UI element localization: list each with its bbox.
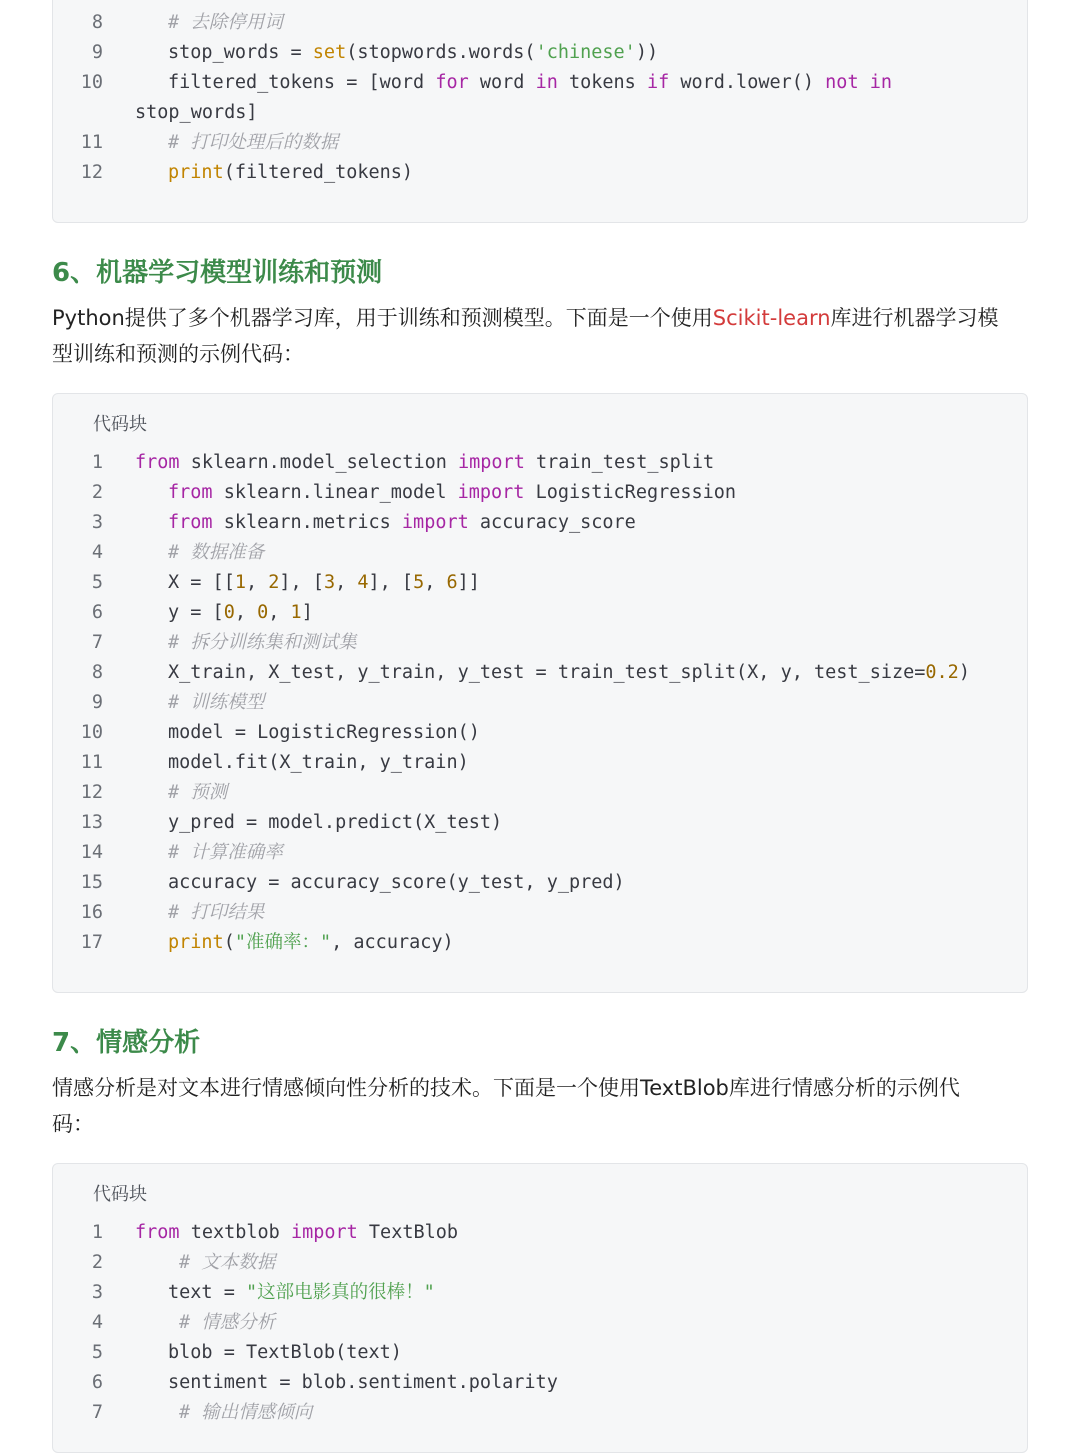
paragraph-text: 库进行机器学习模	[830, 306, 999, 330]
line-number: 9	[91, 42, 103, 63]
code-text	[168, 8, 283, 38]
code-comment: # 拆分训练集和测试集	[168, 632, 357, 653]
code-text	[168, 538, 264, 568]
code-token: , accuracy)	[331, 932, 454, 953]
line-number: 12	[80, 162, 103, 183]
line-number: 4	[91, 542, 103, 563]
code-text	[168, 568, 480, 598]
line-number: 6	[91, 602, 103, 623]
code-token: for	[435, 72, 469, 93]
code-token: textblob	[179, 1222, 291, 1243]
code-block-header: 代码块	[93, 414, 147, 435]
code-block-stopwords	[52, 0, 1028, 223]
code-token: 0.2	[925, 662, 959, 683]
code-token: sentiment = blob.sentiment.polarity	[168, 1372, 558, 1393]
code-token: not	[825, 72, 859, 93]
line-number: 5	[91, 572, 103, 593]
code-token	[859, 72, 870, 93]
code-token: 6	[446, 572, 458, 593]
code-token: 1	[234, 572, 246, 593]
code-line	[53, 478, 1027, 508]
code-line	[53, 38, 1027, 68]
code-line	[53, 628, 1027, 658]
line-number: 7	[91, 632, 103, 653]
code-line	[53, 718, 1027, 748]
code-text	[168, 628, 357, 658]
code-token: model.fit(X_train, y_train)	[168, 752, 469, 773]
code-text	[168, 778, 227, 808]
code-block-textblob	[52, 1163, 1028, 1453]
code-comment: # 训练模型	[168, 692, 265, 713]
code-line	[53, 128, 1027, 158]
code-token: ))	[635, 42, 659, 63]
code-token: in	[535, 72, 558, 93]
code-token: model = LogisticRegression()	[168, 722, 480, 743]
line-number: 5	[91, 1342, 103, 1363]
code-token: stop_words]	[135, 102, 258, 123]
code-line	[53, 158, 1027, 188]
code-comment: # 文本数据	[179, 1252, 276, 1273]
code-token: sklearn.linear_model	[212, 482, 458, 503]
paragraph-text: 型训练和预测的示例代码：	[52, 342, 304, 366]
code-token: y_pred = model.predict(X_test)	[168, 812, 503, 833]
code-line	[53, 448, 1027, 478]
code-token: from	[168, 482, 213, 503]
code-line	[53, 508, 1027, 538]
code-token: ,	[245, 572, 269, 593]
line-number: 10	[80, 72, 103, 93]
code-text	[135, 1218, 458, 1248]
line-number: 12	[80, 782, 103, 803]
code-text	[168, 748, 469, 778]
line-number: 9	[91, 692, 103, 713]
code-token: import	[401, 512, 469, 533]
code-token: ,	[234, 602, 258, 623]
code-token: X = [[	[168, 572, 235, 593]
code-token: in	[869, 72, 893, 93]
code-comment: # 计算准确率	[168, 842, 283, 863]
line-number: 10	[80, 722, 103, 743]
line-number: 2	[91, 1252, 103, 1273]
paragraph-text: Python提供了多个机器学习库，用于训练和预测模型。下面是一个使用	[52, 306, 713, 330]
code-text	[168, 1368, 558, 1398]
code-text	[168, 838, 283, 868]
code-token: filtered_tokens = [word	[168, 72, 436, 93]
code-line	[53, 928, 1027, 958]
code-text	[168, 38, 658, 68]
code-comment: # 打印处理后的数据	[168, 132, 339, 153]
code-text	[179, 1248, 275, 1278]
code-text	[168, 808, 502, 838]
code-line	[53, 1308, 1027, 1338]
code-text	[168, 658, 970, 688]
code-token: from	[135, 452, 180, 473]
code-text	[168, 128, 338, 158]
code-token: ]]	[457, 572, 480, 593]
code-block-sklearn	[52, 393, 1028, 993]
line-number: 11	[80, 132, 103, 153]
code-token: import	[458, 452, 525, 473]
code-text	[135, 448, 714, 478]
code-token: 3	[323, 572, 336, 593]
code-comment: # 输出情感倾向	[179, 1402, 313, 1423]
scikit-learn-link[interactable]: Scikit-learn	[712, 306, 831, 330]
code-text	[179, 1398, 312, 1428]
code-token: ], [	[279, 572, 324, 593]
code-line	[53, 568, 1027, 598]
code-token: print	[168, 932, 224, 953]
code-token: ], [	[368, 572, 414, 593]
code-token: print	[168, 162, 224, 183]
code-comment: # 预测	[168, 782, 228, 803]
code-text	[168, 868, 625, 898]
code-token: 0	[223, 602, 235, 623]
line-number: 2	[91, 482, 103, 503]
line-number: 3	[91, 512, 103, 533]
code-token: word	[468, 72, 536, 93]
code-token: LogisticRegression	[524, 482, 737, 503]
code-line	[53, 98, 1027, 128]
paragraph-text: 码：	[52, 1112, 94, 1136]
code-token: (	[223, 932, 235, 953]
code-text	[168, 68, 892, 98]
code-token: if	[646, 72, 670, 93]
code-line	[53, 748, 1027, 778]
code-token: 1	[290, 602, 302, 623]
code-line	[53, 1278, 1027, 1308]
code-text	[168, 1338, 402, 1368]
code-line	[53, 808, 1027, 838]
code-text	[168, 688, 264, 718]
code-line	[53, 598, 1027, 628]
code-token: )	[958, 662, 970, 683]
code-text	[168, 158, 413, 188]
line-number: 3	[91, 1282, 103, 1303]
code-text	[168, 928, 454, 958]
code-text	[168, 898, 264, 928]
code-token: tokens	[557, 72, 647, 93]
line-number: 8	[91, 12, 103, 33]
code-token: accuracy = accuracy_score(y_test, y_pred)	[168, 872, 625, 893]
code-line	[53, 688, 1027, 718]
code-token: text =	[168, 1282, 246, 1303]
code-token: set	[312, 42, 347, 63]
line-number: 14	[80, 842, 103, 863]
code-text	[168, 508, 636, 538]
code-token: 5	[413, 572, 425, 593]
code-text	[179, 1308, 275, 1338]
line-number: 11	[80, 752, 103, 773]
code-comment: # 去除停用词	[168, 12, 283, 33]
code-token: "这部电影真的很棒！"	[245, 1282, 435, 1303]
code-token: import	[290, 1222, 358, 1243]
code-line	[53, 898, 1027, 928]
code-token: 0	[257, 602, 269, 623]
code-token: 4	[357, 572, 369, 593]
code-line	[53, 1248, 1027, 1278]
code-token: from	[135, 1222, 180, 1243]
code-text	[135, 98, 258, 128]
code-line	[53, 778, 1027, 808]
code-token: word.lower()	[669, 72, 826, 93]
code-token: ,	[335, 572, 358, 593]
code-token: from	[168, 512, 213, 533]
code-token: "准确率："	[234, 932, 332, 953]
section-heading-sentiment: 7、情感分析	[52, 1028, 201, 1058]
code-token: blob = TextBlob(text)	[168, 1342, 402, 1363]
code-token: accuracy_score	[468, 512, 636, 533]
line-number: 1	[91, 452, 103, 473]
line-number: 15	[80, 872, 103, 893]
line-number: 8	[91, 662, 103, 683]
line-number: 16	[80, 902, 103, 923]
code-token: ]	[301, 602, 313, 623]
section-paragraph-sentiment	[52, 1070, 1032, 1142]
code-token: train_test_split	[524, 452, 715, 473]
section-paragraph-ml	[52, 300, 1032, 372]
code-line	[53, 8, 1027, 38]
code-token: 2	[268, 572, 280, 593]
section-heading-ml: 6、机器学习模型训练和预测	[52, 258, 383, 288]
code-line	[53, 658, 1027, 688]
code-text	[168, 718, 480, 748]
code-token: import	[457, 482, 525, 503]
code-token: sklearn.metrics	[212, 512, 402, 533]
code-line	[53, 1398, 1027, 1428]
code-token: X_train, X_test, y_train, y_test = train_test_split(X, y, test_size=	[168, 662, 926, 683]
code-token: ,	[268, 602, 291, 623]
code-token: 'chinese'	[535, 42, 636, 63]
code-line	[53, 68, 1027, 98]
code-token: y = [	[168, 602, 224, 623]
code-token: stop_words =	[168, 42, 313, 63]
code-token: TextBlob	[357, 1222, 459, 1243]
line-number: 7	[91, 1402, 103, 1423]
code-comment: # 打印结果	[168, 902, 265, 923]
line-number: 1	[91, 1222, 103, 1243]
code-line	[53, 1368, 1027, 1398]
code-comment: # 情感分析	[179, 1312, 276, 1333]
code-line	[53, 868, 1027, 898]
line-number: 6	[91, 1372, 103, 1393]
code-block-header: 代码块	[93, 1184, 147, 1205]
code-comment: # 数据准备	[168, 542, 265, 563]
line-number: 4	[91, 1312, 103, 1333]
code-token: sklearn.model_selection	[179, 452, 459, 473]
code-token: (stopwords.words(	[346, 42, 536, 63]
code-text	[168, 1278, 435, 1308]
paragraph-text: 情感分析是对文本进行情感倾向性分析的技术。下面是一个使用TextBlob库进行情感分析的示例代	[52, 1076, 960, 1100]
code-token: ,	[424, 572, 447, 593]
code-line	[53, 1218, 1027, 1248]
line-number: 17	[80, 932, 103, 953]
code-line	[53, 1338, 1027, 1368]
line-number: 13	[80, 812, 103, 833]
code-text	[168, 478, 736, 508]
code-line	[53, 538, 1027, 568]
code-token: (filtered_tokens)	[223, 162, 414, 183]
code-line	[53, 838, 1027, 868]
code-text	[168, 598, 313, 628]
